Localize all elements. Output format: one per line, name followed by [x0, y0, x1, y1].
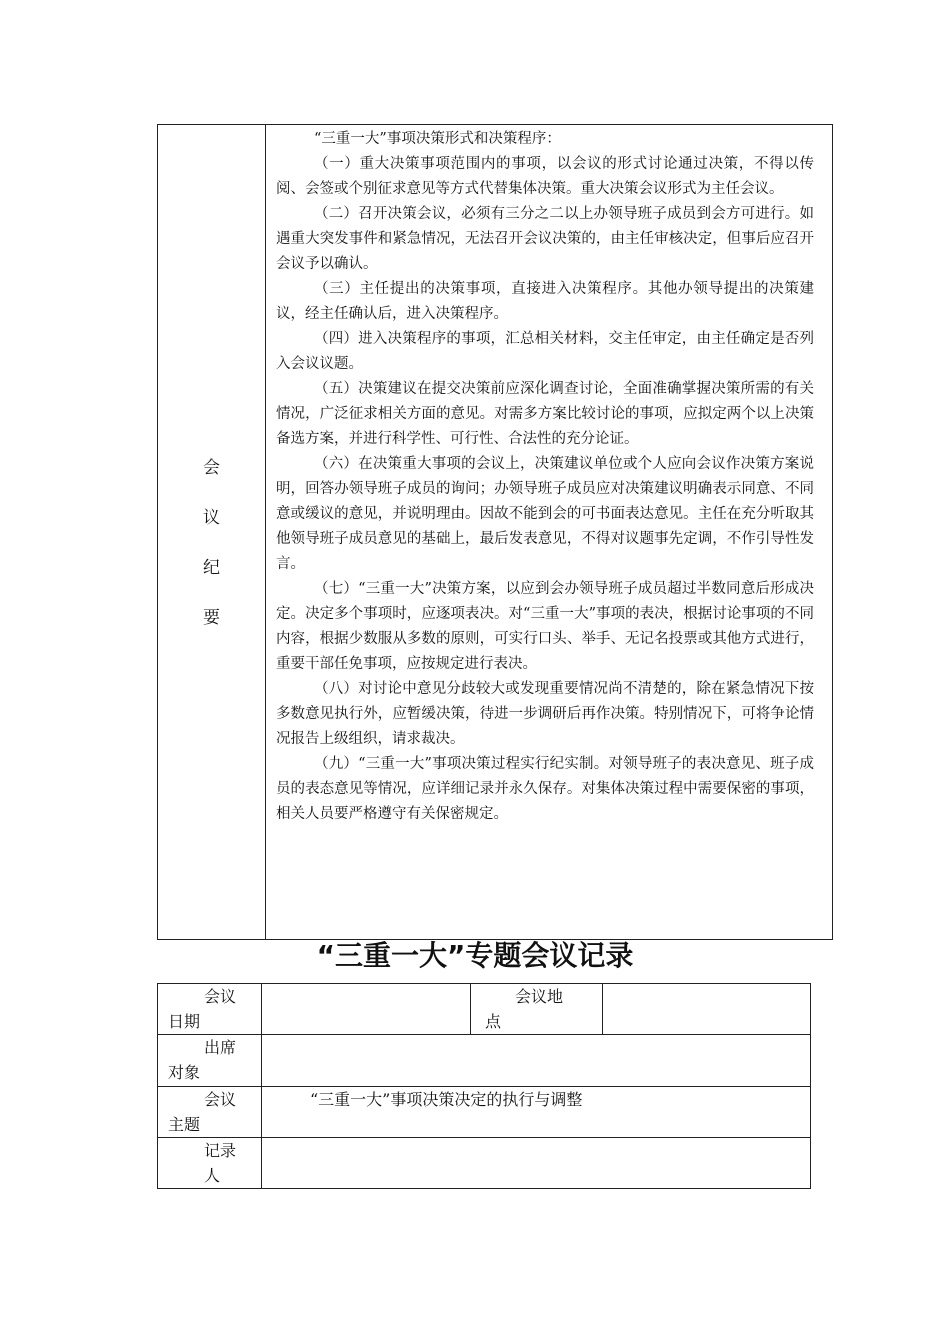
topic-label: 会议 主题 [158, 1087, 262, 1138]
date-label: 会议 日期 [158, 984, 262, 1035]
record-row-recorder [158, 1138, 811, 1189]
minutes-paragraph: （一）重大决策事项范围内的事项，以会议的形式讨论通过决策，不得以传阅、会签或个别征求意见等方式代替集体决策。重大决策会议形式为主任会议。 [276, 156, 814, 197]
label-char: 要 [203, 608, 220, 628]
recorder-value[interactable] [262, 1138, 811, 1189]
recorder-label: 记录 人 [158, 1138, 262, 1189]
record-row-attendees [158, 1035, 811, 1087]
minutes-paragraph: （三）主任提出的决策事项，直接进入决策程序。其他办领导提出的决策建议，经主任确认后，进入决策程序。 [276, 281, 814, 322]
record-title: “三重一大”专题会议记录 [316, 939, 634, 972]
minutes-paragraph: （九）“三重一大”事项决策过程实行纪实制。对领导班子的表决意见、班子成员的表态意见等情况，应详细记录并永久保存。对集体决策过程中需要保密的事项，相关人员要严格遵守有关保密规定。 [276, 756, 814, 822]
minutes-paragraph: （二）召开决策会议，必须有三分之二以上办领导班子成员到会方可进行。如遇重大突发事件和紧急情况，无法召开会议决策的，由主任审核决定，但事后应召开会议予以确认。 [276, 206, 814, 272]
minutes-paragraph: （八）对讨论中意见分歧较大或发现重要情况尚不清楚的，除在紧急情况下按多数意见执行外，应暂缓决策，待进一步调研后再作决策。特别情况下，可将争论情况报告上级组织，请求裁决。 [276, 681, 814, 747]
attendees-label: 出席 对象 [158, 1035, 262, 1087]
record-table [157, 983, 811, 1189]
minutes-paragraph: （五）决策建议在提交决策前应深化调查讨论，全面准确掌握决策所需的有关情况，广泛征求相关方面的意见。对需多方案比较讨论的事项，应拟定两个以上决策备选方案，并进行科学性、可行性、合法性的充分论证。 [276, 381, 814, 447]
label-char: 纪 [203, 558, 220, 578]
minutes-table [157, 124, 833, 940]
minutes-paragraph: （六）在决策重大事项的会议上，决策建议单位或个人应向会议作决策方案说明，回答办领导班子成员的询问；办领导班子成员应对决策建议明确表示同意、不同意或缓议的意见，并说明理由。因故不能到会的可书面表达意见。主任在充分听取其他领导班子成员意见的基础上，最后发表意见，不得对议题事先定调，不作引导性发言。 [276, 456, 814, 572]
label-char: 议 [203, 508, 220, 528]
minutes-label-cell [158, 125, 266, 939]
label-char: 会 [203, 458, 220, 478]
place-label: 会议地 点 [471, 984, 603, 1035]
record-row-date [158, 984, 811, 1035]
minutes-paragraph: （四）进入决策程序的事项，汇总相关材料，交主任审定，由主任确定是否列入会议议题。 [276, 331, 814, 372]
place-value[interactable] [603, 984, 811, 1035]
minutes-title: “三重一大”事项决策形式和决策程序： [314, 131, 561, 147]
minutes-paragraph: （七）“三重一大”决策方案，以应到会办领导班子成员超过半数同意后形成决定。决定多个事项时，应逐项表决。对“三重一大”事项的表决，根据讨论事项的不同内容，根据少数服从多数的原则，可实行口头、举手、无记名投票或其他方式进行，重要干部任免事项，应按规定进行表决。 [276, 581, 814, 672]
topic-value[interactable]: “三重一大”事项决策决定的执行与调整 [262, 1087, 811, 1138]
minutes-vertical-label [158, 443, 265, 643]
minutes-content-cell [266, 125, 832, 939]
attendees-value[interactable] [262, 1035, 811, 1087]
date-value[interactable] [262, 984, 471, 1035]
record-row-topic [158, 1087, 811, 1138]
